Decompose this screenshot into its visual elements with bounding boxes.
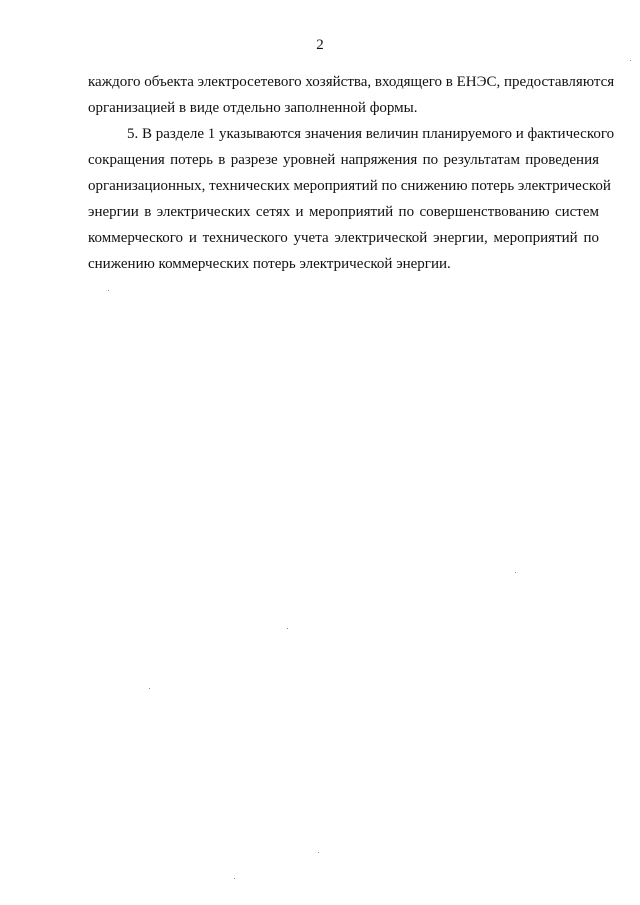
paragraph-continuation: [88, 69, 615, 121]
page-number: 2: [316, 37, 324, 53]
scan-speck: [234, 878, 235, 879]
scan-speck: [630, 60, 631, 61]
document-body: [88, 69, 615, 277]
text-line: [88, 121, 615, 147]
text-line: коммерческого и технического учета электрической энергии, мероприятий по: [88, 230, 599, 246]
scan-speck: [108, 290, 109, 291]
text-line: энергии в электрических сетях и мероприятий по совершенствованию систем: [88, 204, 599, 220]
scan-speck: [515, 572, 516, 573]
paragraph-item-5: [88, 121, 615, 277]
text-line: организационных, технических мероприятий по снижению потерь электрической: [88, 178, 611, 194]
text-line: организацией в виде отдельно заполненной формы.: [88, 100, 418, 116]
text-line: снижению коммерческих потерь электрической энергии.: [88, 256, 451, 272]
text-line: сокращения потерь в разрезе уровней напряжения по результатам проведения: [88, 152, 599, 168]
scan-speck: [318, 852, 319, 853]
scan-speck: [287, 628, 288, 629]
text-line: каждого объекта электросетевого хозяйства, входящего в ЕНЭС, предоставляются: [88, 74, 615, 90]
text-line-content: 5. В разделе 1 указываются значения величин планируемого и фактического: [127, 126, 615, 142]
scan-speck: [149, 688, 150, 689]
